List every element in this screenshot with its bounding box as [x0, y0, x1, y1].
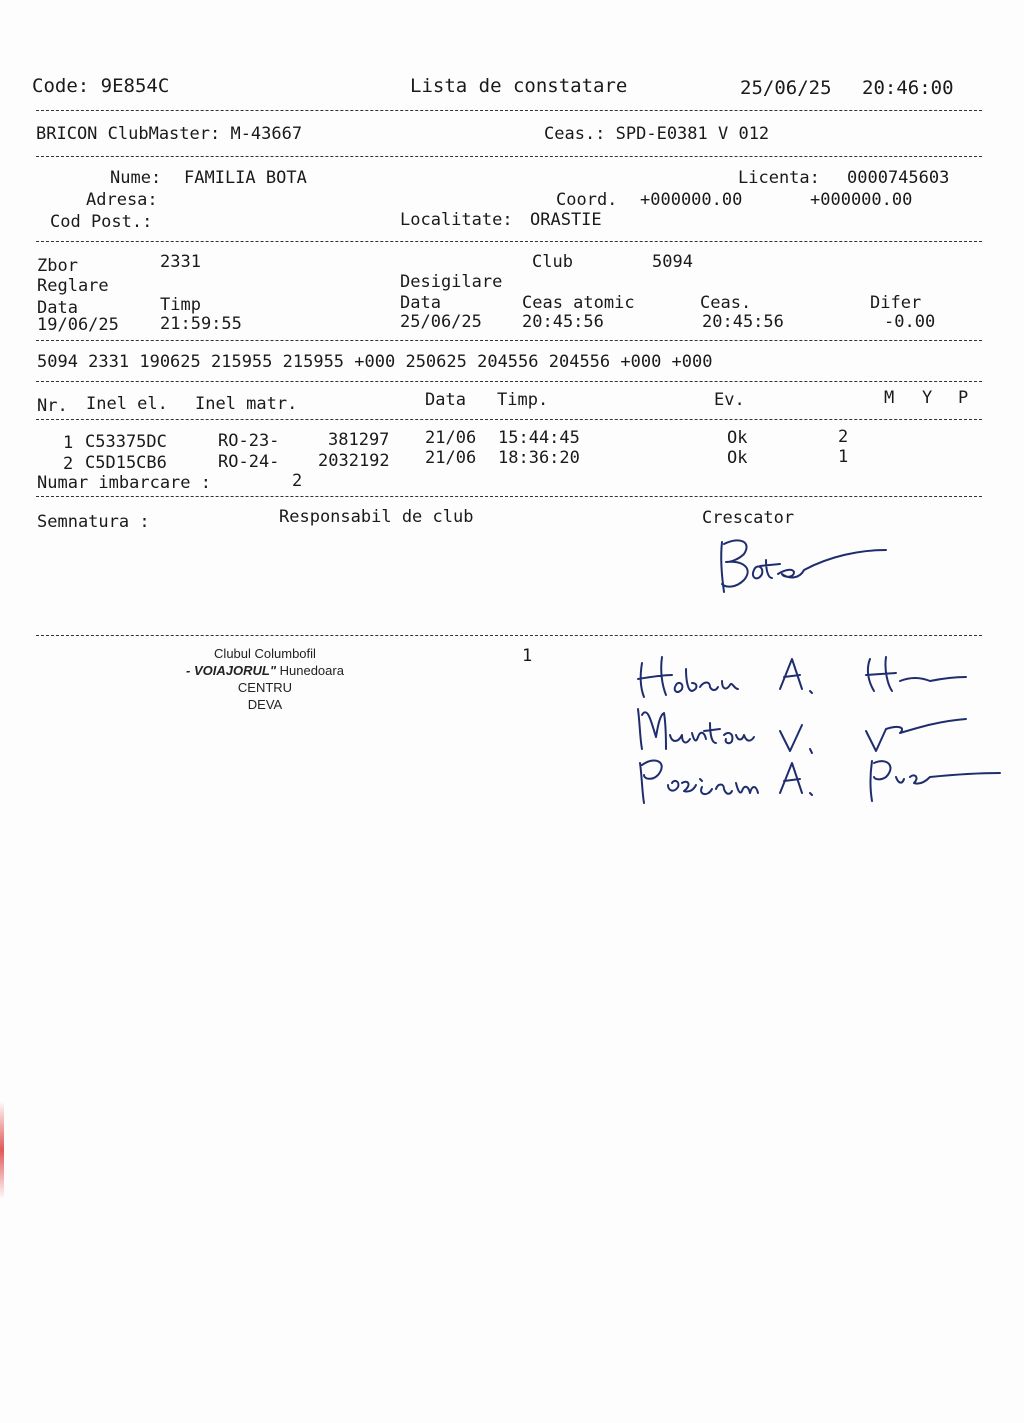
clock-difference: -0.00	[884, 312, 936, 332]
page-edge-mark	[0, 1100, 4, 1200]
report-time: 20:46:00	[862, 77, 954, 99]
report-title: Lista de constatare	[410, 75, 628, 97]
diff-label: Difer	[870, 293, 922, 313]
atomic-clock-label: Ceas atomic	[522, 293, 635, 313]
clubmaster-id: BRICON ClubMaster: M-43667	[36, 124, 303, 144]
row-m: 1	[838, 447, 849, 467]
row-time: 15:44:45	[498, 428, 580, 448]
flight-number: 2331	[160, 252, 201, 272]
col-date: Data	[425, 390, 466, 410]
breeder-signature	[700, 530, 900, 600]
col-m: M	[884, 388, 895, 408]
row-ring-prefix: RO-24-	[218, 452, 280, 472]
flight-label: Zbor	[37, 256, 78, 276]
clock-id: Ceas.: SPD-E0381 V 012	[544, 124, 770, 144]
boarding-count: 2	[292, 471, 303, 491]
page-number: 1	[522, 646, 533, 666]
setting-time-label: Timp	[160, 295, 201, 315]
row-ring-prefix: RO-23-	[218, 431, 280, 451]
unseal-date: 25/06/25	[400, 312, 482, 332]
owner-name: FAMILIA BOTA	[184, 168, 307, 188]
unseal-label: Desigilare	[400, 272, 503, 292]
col-time: Timp.	[497, 390, 549, 410]
row-ring-number: 381297	[328, 430, 390, 450]
separator	[36, 110, 982, 111]
locality-value: ORASTIE	[530, 210, 602, 230]
stamp-city: Hunedoara	[276, 663, 344, 678]
separator	[36, 419, 982, 420]
club-number: 5094	[652, 252, 693, 272]
col-ring-el: Inel el.	[86, 394, 168, 414]
stamp-club-name: - VOIAJORUL"	[186, 663, 276, 678]
club-stamp	[150, 645, 380, 713]
postcode-label: Cod Post.:	[50, 212, 153, 232]
row-nr: 2	[63, 454, 74, 474]
col-ring-matr: Inel matr.	[195, 394, 298, 414]
col-p: P	[958, 388, 969, 408]
separator	[36, 381, 982, 382]
signature-label: Semnatura :	[37, 512, 150, 532]
setting-time: 21:59:55	[160, 314, 242, 334]
row-m: 2	[838, 427, 849, 447]
unseal-date-label: Data	[400, 293, 441, 313]
row-ring-el: C5D15CB6	[85, 453, 167, 473]
coord-x: +000000.00	[640, 190, 743, 210]
summary-code-line: 5094 2331 190625 215955 215955 +000 250625 204556 204556 +000 +000	[37, 352, 713, 372]
name-label: Nume:	[110, 168, 162, 188]
setting-date-label: Data	[37, 298, 78, 318]
boarding-label: Numar imbarcare :	[37, 473, 211, 493]
separator	[36, 496, 982, 497]
col-ev: Ev.	[714, 390, 745, 410]
setting-date: 19/06/25	[37, 315, 119, 335]
report-date: 25/06/25	[740, 77, 832, 99]
breeder-label: Crescator	[702, 508, 795, 528]
row-nr: 1	[63, 433, 74, 453]
clock-time: 20:45:56	[702, 312, 784, 332]
separator	[36, 241, 982, 242]
coord-label: Coord.	[556, 190, 618, 210]
clock-label: Ceas.	[700, 293, 752, 313]
separator	[36, 340, 982, 341]
stamp-line-4: DEVA	[247, 697, 283, 712]
col-y: Y	[922, 388, 933, 408]
separator	[36, 635, 982, 636]
setting-label: Reglare	[37, 276, 109, 296]
license-label: Licenta:	[738, 168, 820, 188]
report-code: Code: 9E854C	[32, 75, 170, 97]
row-date: 21/06	[425, 448, 477, 468]
row-ring-number: 2032192	[318, 451, 390, 471]
stamp-line-1: Clubul Columbofil	[214, 646, 316, 661]
separator	[36, 156, 982, 157]
license-number: 0000745603	[847, 168, 950, 188]
row-ev: Ok	[727, 428, 748, 448]
row-date: 21/06	[425, 428, 477, 448]
club-responsible-label: Responsabil de club	[279, 507, 474, 527]
atomic-time: 20:45:56	[522, 312, 604, 332]
club-label: Club	[532, 252, 573, 272]
address-label: Adresa:	[86, 190, 158, 210]
row-ev: Ok	[727, 448, 748, 468]
coord-y: +000000.00	[810, 190, 913, 210]
row-time: 18:36:20	[498, 448, 580, 468]
col-nr: Nr.	[37, 396, 68, 416]
row-ring-el: C53375DC	[85, 432, 167, 452]
locality-label: Localitate:	[400, 210, 513, 230]
stamp-line-3: CENTRU	[237, 680, 293, 695]
witness-signatures	[630, 645, 1000, 815]
